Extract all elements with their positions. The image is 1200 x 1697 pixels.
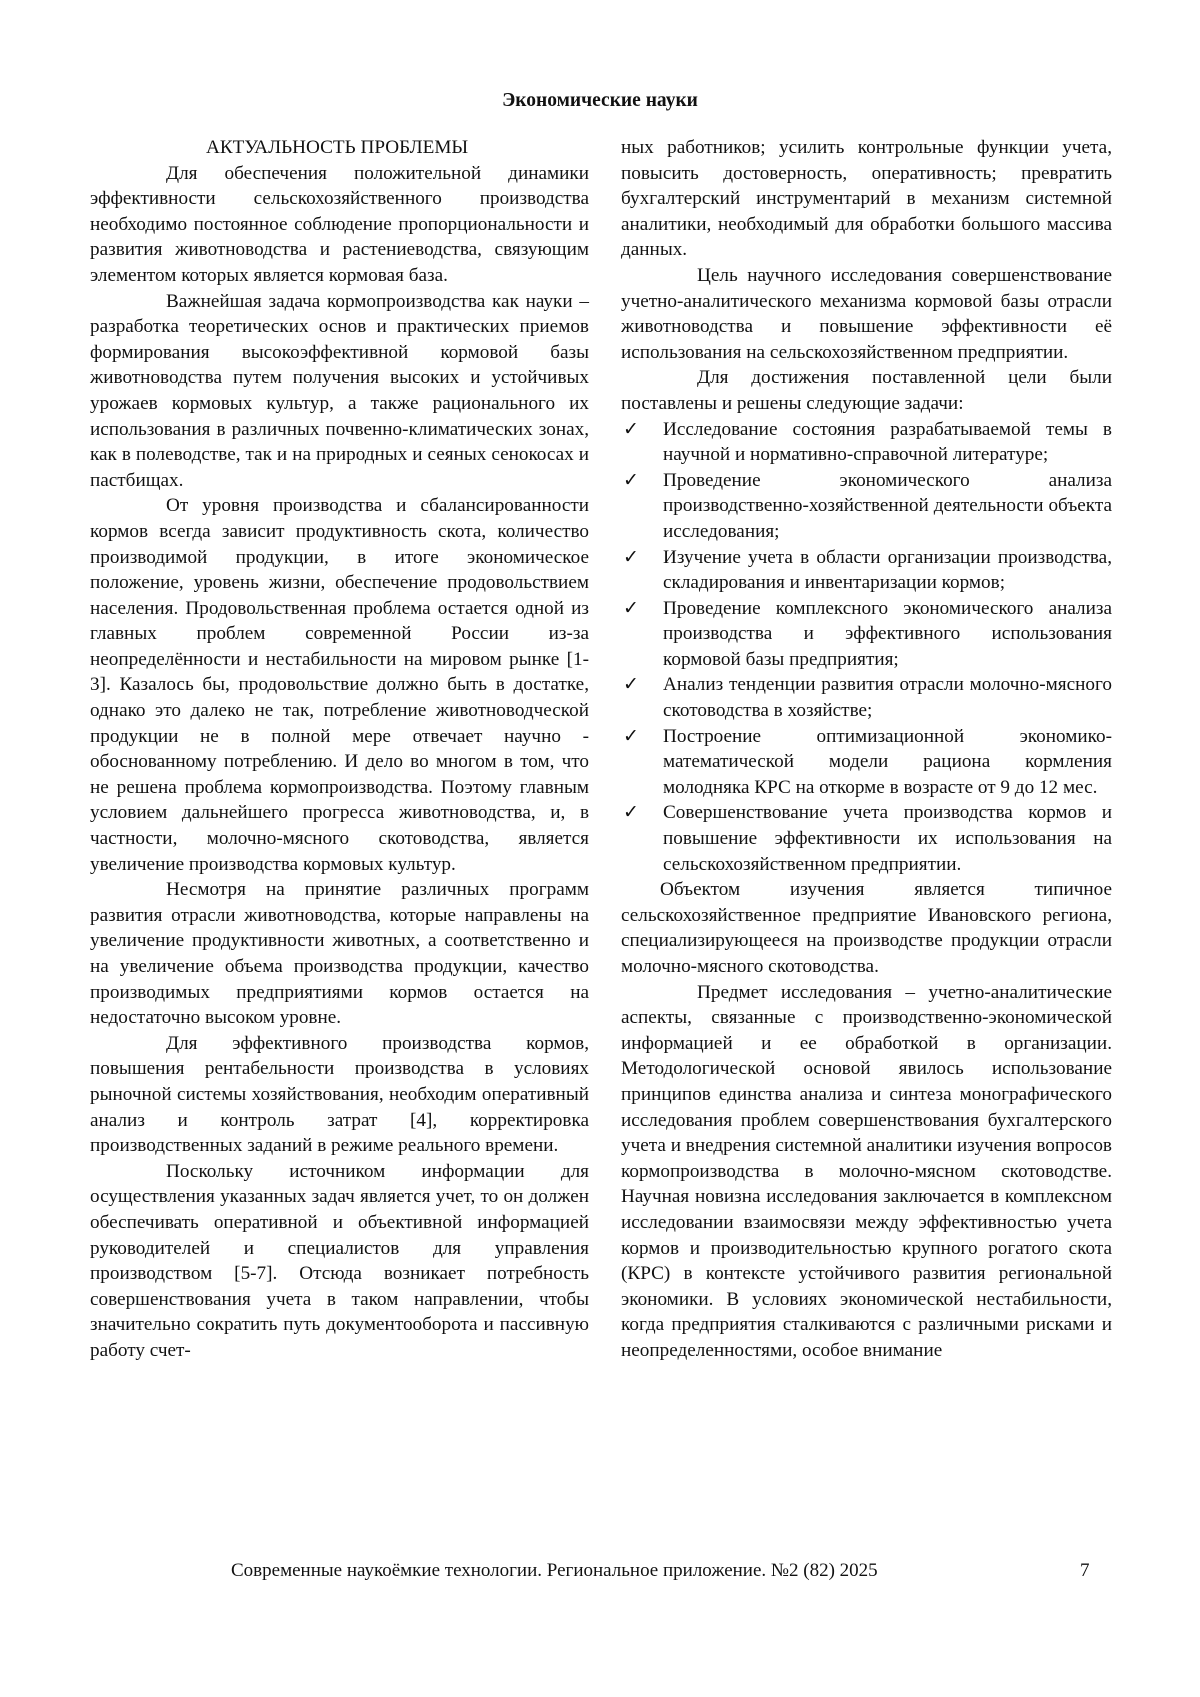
- tasks-list: [621, 417, 1112, 878]
- subject-paragraph: Предмет исследования – учетно-аналитические аспекты, связанные с производственно-экономической информацией и ее обработкой в организации. Методологической основой явилось использование принципов единства анализа и синтеза монографического исследования проблем совершенствования бухгалтерского учета и внедрения системной аналитики изучения вопросов кормопроизводства в молочно-мясном скотоводстве. Научная новизна исследования заключается в комплексном исследовании взаимосвязи между эффективностью учета кормов и производительностью крупного рогатого скота (КРС) в контексте устойчивого развития региональной экономики. В условиях экономической нестабильности, когда предприятия сталкиваются с различными рисками и неопределенностями, особое внимание: [621, 981, 1112, 1361]
- checkmark-icon: ✓: [622, 725, 640, 747]
- section-heading: АКТУАЛЬНОСТЬ ПРОБЛЕМЫ: [206, 137, 469, 158]
- right-column: [621, 135, 1112, 1364]
- task-text: Анализ тенденции развития отрасли молочно-мясного скотоводства в хозяйстве;: [663, 674, 1112, 722]
- tasks-intro: Для достижения поставленной цели были поставлены и решены следующие задачи:: [621, 367, 1112, 414]
- object-paragraph: Объектом изучения является типичное сельскохозяйственное предприятие Ивановского региона, специализирующееся на производстве продукции отрасли молочно-мясного скотоводства.: [621, 879, 1112, 977]
- list-item: [621, 724, 1112, 801]
- paragraph: Важнейшая задача кормопроизводства как науки – разработка теоретических основ и практических приемов формирования высокоэффективной кормовой базы животноводства путем получения высоких и устойчивых урожаев кормовых культур, а также рационального их использования в различных почвенно-климатических зонах, как в полеводстве, так и на природных и сеяных сенокосах и пастбищах.: [90, 290, 589, 491]
- section-header: Экономические науки: [502, 90, 698, 111]
- checkmark-icon: ✓: [622, 674, 640, 696]
- page-number: 7: [1080, 1560, 1090, 1581]
- goal-paragraph: Цель научного исследования совершенствование учетно-аналитического механизма кормовой базы отрасли животноводства и повышение эффективности её использования на сельскохозяйственном предприятии.: [621, 264, 1112, 363]
- task-text: Проведение экономического анализа производственно-хозяйственной деятельности объекта исследования;: [663, 469, 1112, 542]
- paragraph: Для эффективного производства кормов, повышения рентабельности производства в условиях рыночной системы хозяйствования, необходим оперативный анализ и контроль затрат [4], корректировка производственных заданий в режиме реального времени.: [90, 1032, 589, 1157]
- list-item: [621, 672, 1112, 723]
- task-text: Проведение комплексного экономического анализа производства и эффективного использования кормовой базы предприятия;: [663, 597, 1112, 670]
- task-text: Построение оптимизационной экономико-математической модели рациона кормления молодняка КРС на откорме в возрасте от 9 до 12 мес.: [663, 725, 1112, 798]
- list-item: [621, 545, 1112, 596]
- checkmark-icon: ✓: [622, 802, 640, 824]
- checkmark-icon: ✓: [622, 546, 640, 568]
- journal-footer: Современные наукоёмкие технологии. Региональное приложение. №2 (82) 2025: [231, 1560, 878, 1581]
- list-item: [621, 417, 1112, 468]
- list-item: [621, 800, 1112, 877]
- paragraph: Поскольку источником информации для осуществления указанных задач является учет, то он должен обеспечивать оперативной и объективной информацией руководителей и специалистов для управления производством [5-7]. Отсюда возникает потребность совершенствования учета в таком направлении, чтобы значительно сократить путь документооборота и пассивную работу счет-: [90, 1160, 589, 1361]
- checkmark-icon: ✓: [622, 418, 640, 440]
- task-text: Исследование состояния разрабатываемой темы в научной и нормативно-справочной литературе;: [663, 418, 1112, 466]
- list-item: [621, 596, 1112, 673]
- checkmark-icon: ✓: [622, 469, 640, 491]
- paragraph: От уровня производства и сбалансированности кормов всегда зависит продуктивность скота, количество производимой продукции, в итоге экономическое положение, уровень жизни, обеспечение продовольствием населения. Продовольственная проблема остается одной из главных проблем современной России из-за неопределённости и нестабильности на мировом рынке [1-3]. Казалось бы, продовольствие должно быть в достатке, однако это далеко не так, потребление животноводческой продукции не в полной мере отвечает научно - обоснованному потреблению. И дело во многом в том, что не решена проблема кормопроизводства. Поэтому главным условием дальнейшего прогресса животноводства, и, в частности, молочно-мясного скотоводства, является увеличение производства кормовых культур.: [90, 495, 589, 875]
- paragraph: Несмотря на принятие различных программ развития отрасли животноводства, которые направлены на увеличение продуктивности животных, а соответственно и на увеличение объема производства продукции, качество производимых предприятиями кормов остается на недостаточно высоком уровне.: [90, 879, 589, 1029]
- checkmark-icon: ✓: [622, 597, 640, 619]
- left-column: [90, 135, 589, 1364]
- paragraph: Для обеспечения положительной динамики эффективности сельскохозяйственного производства необходимо постоянное соблюдение пропорциональности и развития животноводства и растениеводства, связующим элементом которых является кормовая база.: [90, 162, 589, 286]
- list-item: [621, 468, 1112, 545]
- task-text: Совершенствование учета производства кормов и повышение эффективности их использования на сельскохозяйственном предприятии.: [663, 802, 1112, 875]
- continued-paragraph: ных работников; усилить контрольные функции учета, повысить достоверность, оперативность; превратить бухгалтерский инструментарий в механизм системной аналитики, необходимый для обработки большого массива данных.: [621, 137, 1112, 261]
- task-text: Изучение учета в области организации производства, складирования и инвентаризации кормов;: [663, 546, 1112, 594]
